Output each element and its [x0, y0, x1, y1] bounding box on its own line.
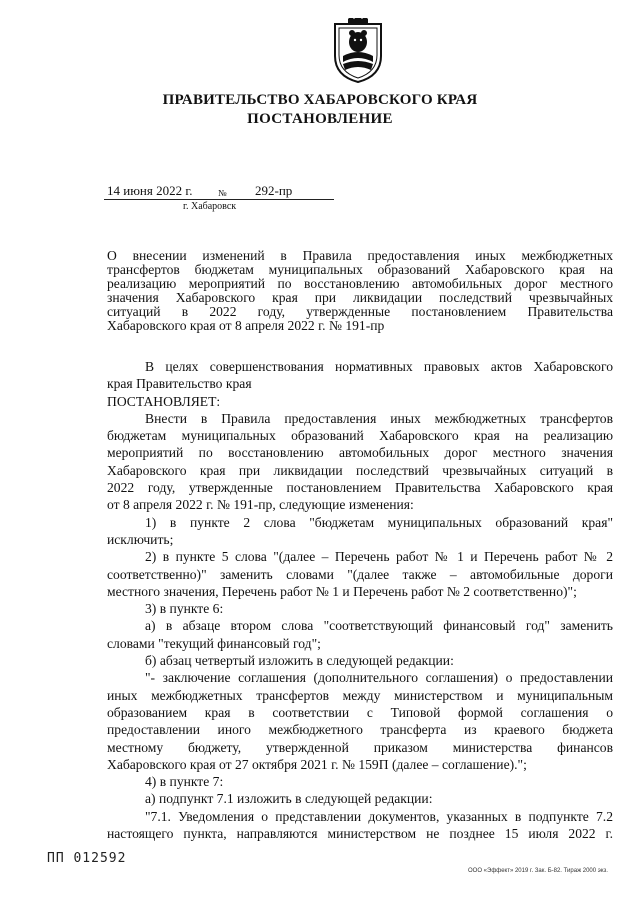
body-line: Хабаровского края при ликвидации последствий чрезвычайных ситуаций в: [107, 462, 613, 478]
subject-line: ситуаций в 2022 году, утвержденные постановлением Правительства: [107, 304, 613, 320]
body-line: бюджетам муниципальных образований Хабаровского края на реализацию: [107, 428, 613, 444]
body-line: а) подпункт 7.1 изложить в следующей редакции:: [145, 791, 433, 807]
document-date: 14 июня 2022 г.: [107, 183, 193, 198]
printer-imprint: ООО «Эффект» 2019 г. Зак. Б-82. Тираж 2000 экз.: [468, 868, 608, 874]
body-line: а) в абзаце втором слова "соответствующий финансовый год" заменить: [145, 618, 613, 634]
coat-of-arms-emblem: [331, 18, 385, 84]
number-label: №: [218, 188, 227, 198]
body-line: 4) в пункте 7:: [145, 774, 224, 790]
subject-line: Хабаровского края от 8 апреля 2022 г. № 191-пр: [107, 318, 385, 334]
body-line: 1) в пункте 2 слова "бюджетам муниципальных образований края": [145, 514, 613, 530]
body-line: настоящего пункта, направляются министерством не позднее 15 июля 2022 г.: [107, 826, 613, 842]
body-line: края Правительство края: [107, 376, 252, 392]
body-line: местного значения, Перечень работ № 1 и Перечень работ № 2 соответственно)";: [107, 583, 577, 599]
body-line: исключить;: [107, 531, 174, 547]
body-line: 3) в пункте 6:: [145, 601, 224, 617]
document-subject: [107, 249, 613, 334]
body-line: от 8 апреля 2022 г. № 191-пр, следующие изменения:: [107, 497, 414, 513]
body-line: ПОСТАНОВЛЯЕТ:: [107, 393, 221, 409]
body-line: предоставлении иного межбюджетного трансферта из краевого бюджета: [107, 722, 613, 738]
body-line: мероприятий по восстановлению автомобильных дорог местного значения: [107, 445, 613, 461]
body-line: иных межбюджетных трансфертов между министерством и муниципальным: [107, 687, 613, 703]
body-line: Хабаровского края от 27 октября 2021 г. № 159П (далее – соглашение).";: [107, 756, 527, 772]
subject-line: значения Хабаровского края при ликвидации последствий чрезвычайных: [107, 290, 613, 306]
document-type: ПОСТАНОВЛЕНИЕ: [247, 111, 393, 127]
body-line: образованием края в соответствии с Типовой формой соглашения о: [107, 704, 613, 720]
body-line: 2) в пункте 5 слова "(далее – Перечень работ № 1 и Перечень работ № 2: [145, 549, 613, 565]
city-label: г. Хабаровск: [183, 201, 237, 212]
body-line: 2022 году, утвержденные постановлением Правительства Хабаровского края: [107, 480, 613, 496]
body-line: "7.1. Уведомления о представлении документов, указанных в подпункте 7.2: [145, 808, 613, 824]
body-line: "- заключение соглашения (дополнительного соглашения) о предоставлении: [145, 670, 613, 686]
subject-line: О внесении изменений в Правила предоставления иных межбюджетных: [107, 248, 613, 263]
subject-line: трансфертов бюджетам муниципальных образований Хабаровского края на: [107, 262, 613, 278]
body-line: б) абзац четвертый изложить в следующей редакции:: [145, 653, 454, 669]
document-body: [107, 358, 613, 842]
body-line: словами "текущий финансовый год";: [107, 635, 321, 651]
government-title: ПРАВИТЕЛЬСТВО ХАБАРОВСКОГО КРАЯ: [162, 92, 478, 108]
subject-line: реализацию мероприятий по восстановлению автомобильных дорог местного: [107, 276, 613, 292]
body-line: местному бюджету, утвержденной приказом министерства финансов: [107, 739, 613, 755]
body-line: В целях совершенствования нормативных правовых актов Хабаровского: [145, 359, 613, 374]
form-serial-number: ПП 012592: [47, 851, 127, 866]
document-number: 292-пр: [255, 183, 293, 198]
date-number-underline: [104, 199, 334, 200]
body-line: соответственно)" заменить словами "(далее также – автомобильные дороги: [107, 566, 613, 582]
body-line: Внести в Правила предоставления иных межбюджетных трансфертов: [145, 410, 613, 426]
